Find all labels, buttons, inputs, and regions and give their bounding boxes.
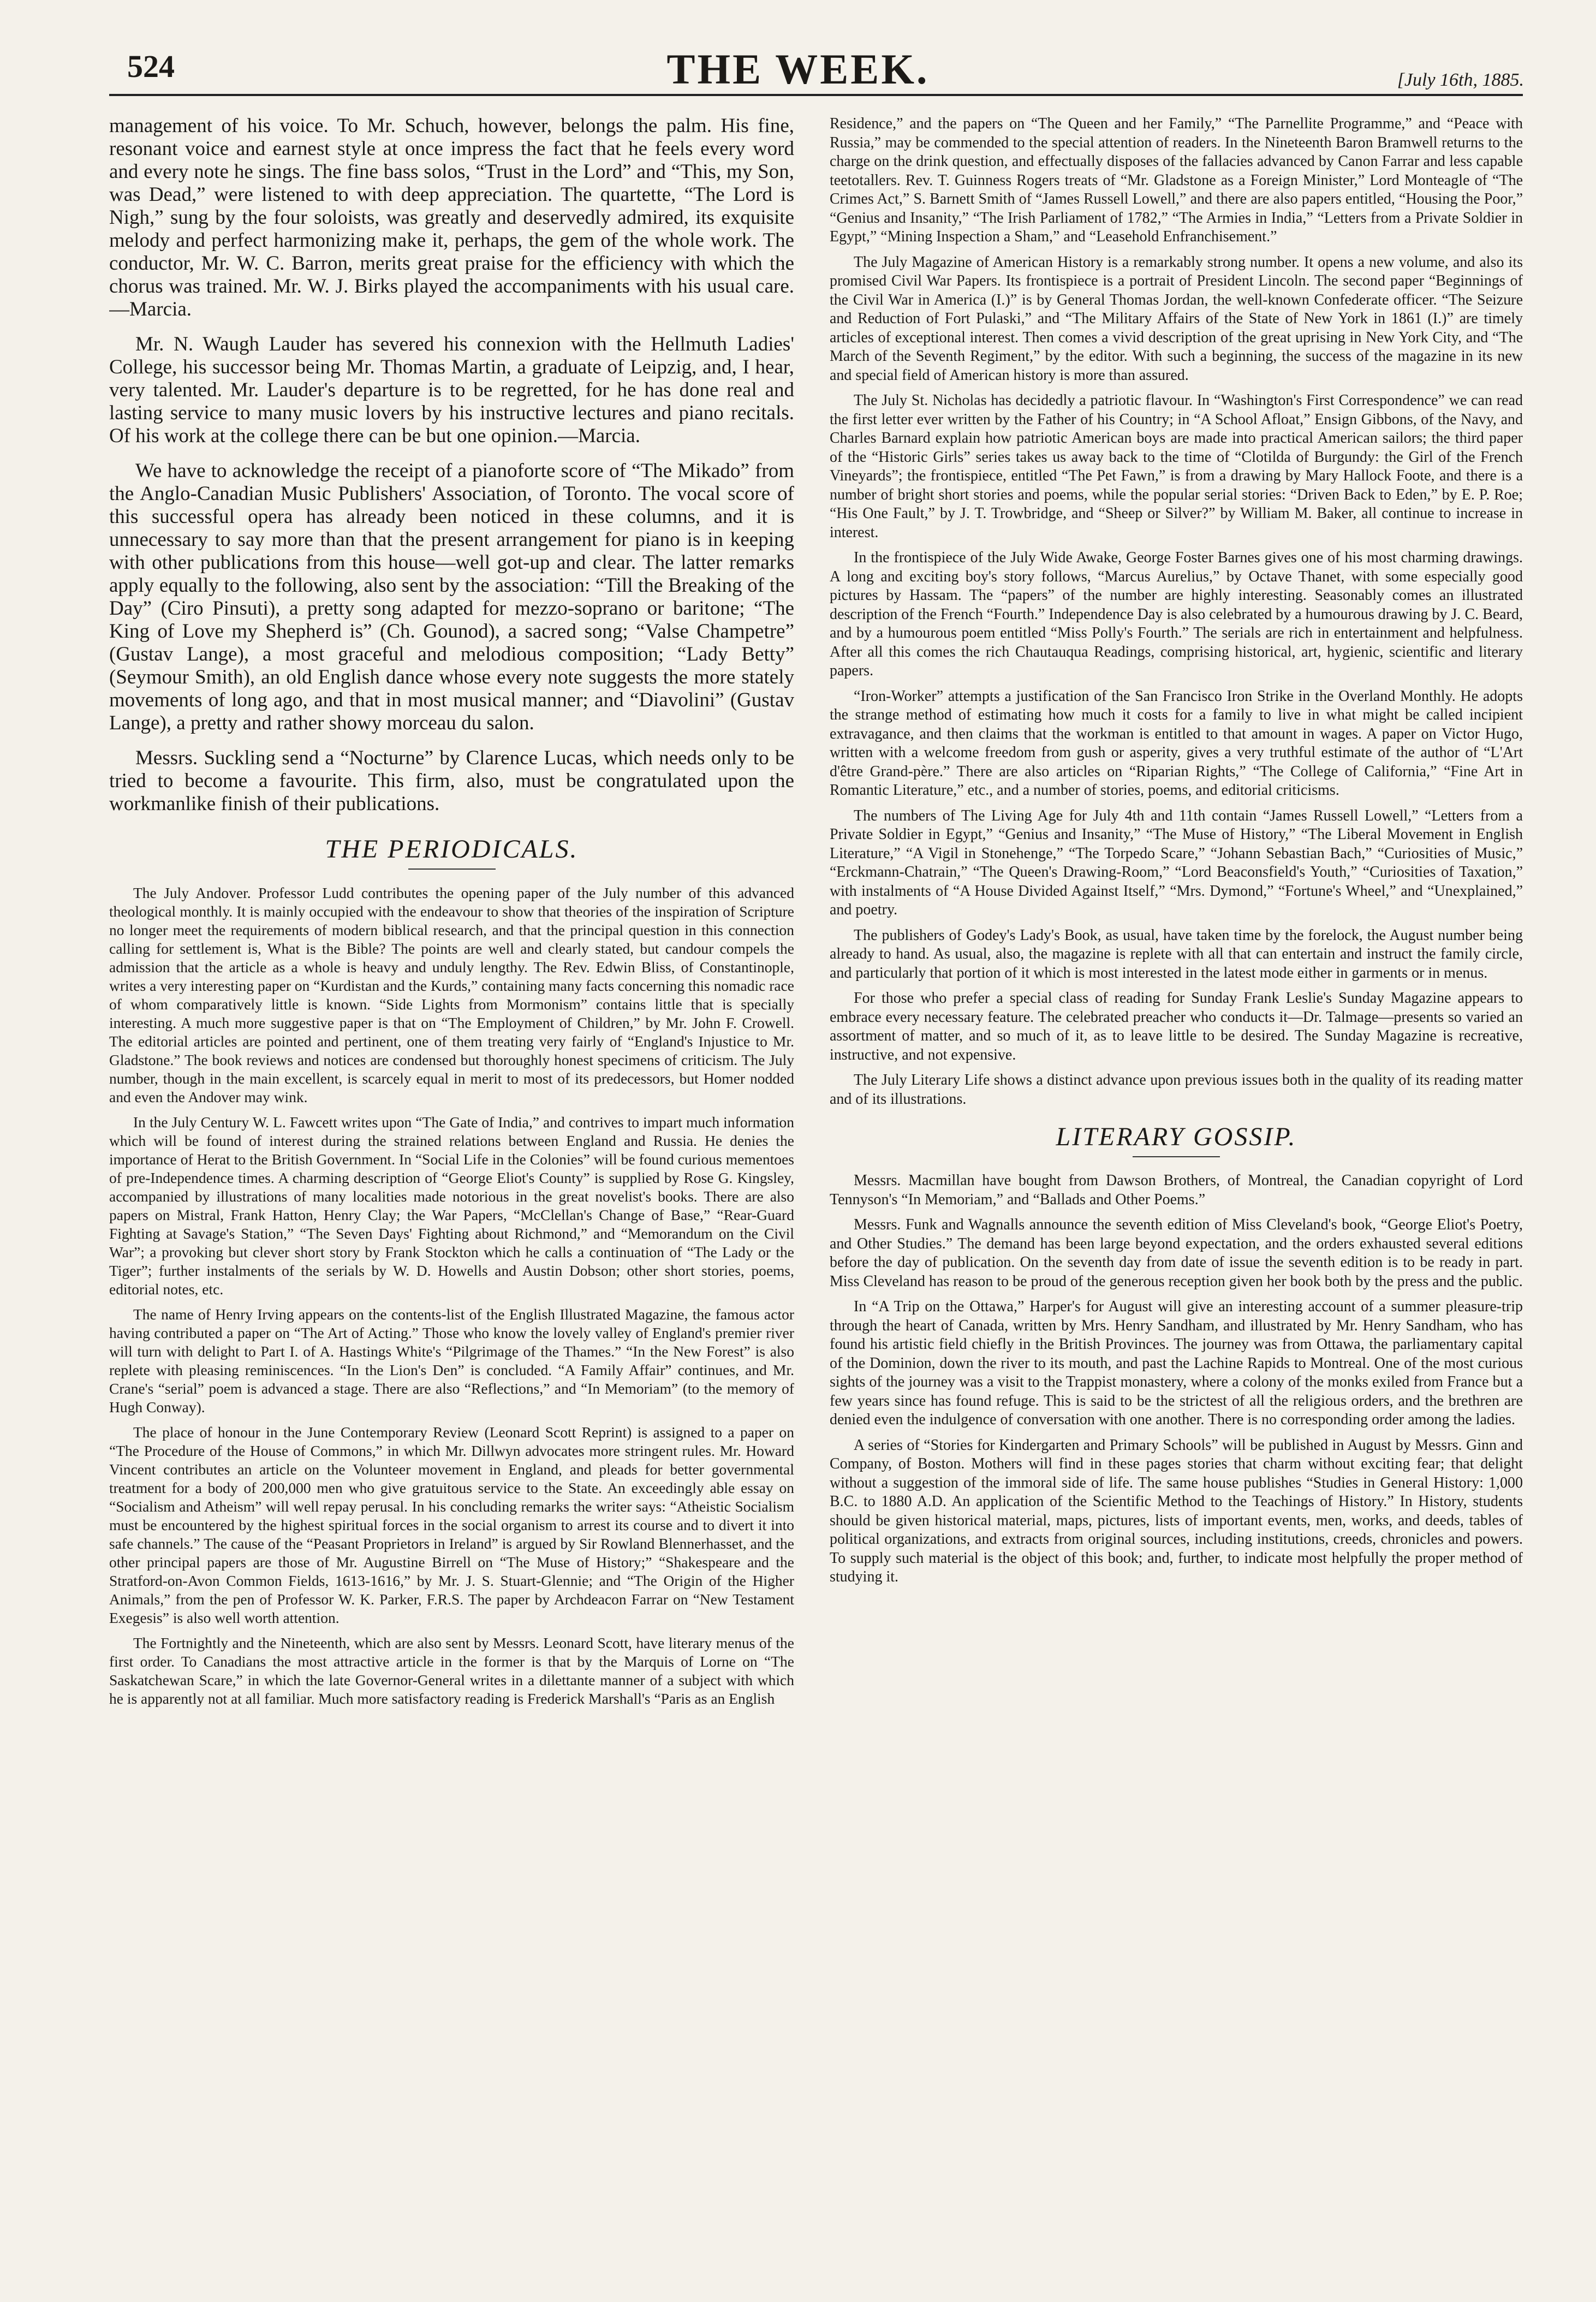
gossip-paragraph: Messrs. Macmillan have bought from Dawson Brothers, of Montreal, the Canadian copyright of Lord Tennyson's “In Memoriam,” and “Ballads and Other Poems.” bbox=[830, 1172, 1523, 1208]
periodical-paragraph: For those who prefer a special class of reading for Sunday Frank Leslie's Sunday Magazine appears to embrace every necessary feature. The celebrated preacher who conducts it—Dr. Talmage—presents so varied an assortment of matter, and so much of it, as to leave little to be desired. The Sunday Magazine is recreative, instructive, and not expensive. bbox=[830, 990, 1523, 1063]
gossip-paragraph: A series of “Stories for Kindergarten and Primary Schools” will be published in August by Messrs. Ginn and Company, of Boston. Mothers will find in these pages stories that charm without exciting fear; that delight without a suggestion of the immoral side of life. The same house publishes “Studies in General History: 1,000 B.C. to 1880 A.D. An application of the Scientific Method to the Teachings of History.” In History, students should be given historical material, maps, pictures, lists of important events, men, works, and deeds, tables of political organizations, and extracts from original sources, including institutions, creeds, chronicles and powers. To supply such material is the object of this book; and, further, to indicate most helpfully the proper method of studying it. bbox=[830, 1436, 1523, 1585]
music-review-paragraph: management of his voice. To Mr. Schuch, however, belongs the palm. His fine, resonant voice and earnest style at once impress the fact that he feels every word and every note he sings. The fine bass solos, “Trust in the Lord” and “This, my Son, was Dead,” were listened to with deep appreciation. The quartette, “The Lord is Nigh,” sung by the four soloists, was greatly and deservedly admired, its exquisite melody and perfect harmonizing make it, perhaps, the gem of the whole work. The conductor, Mr. W. C. Barron, merits great praise for the efficiency with which the chorus was trained. Mr. W. J. Birks played the accompaniments with his usual care.—Marcia. bbox=[109, 115, 794, 320]
periodical-paragraph: In the July Century W. L. Fawcett writes upon “The Gate of India,” and contrives to impart much information which will be found of interest during the strained relations between England and Russia. He denies the importance of Herat to the British Government. In “Social Life in the Colonies” will be found curious mementoes of pre-Independence times. A charming description of “George Eliot's County” is supplied by Rose G. Kingsley, accompanied by illustrations of many localities made notorious in the great novelist's books. There are also papers on Mistral, Frank Hatton, Henry Clay; the War Papers, “McClellan's Change of Base,” “Rear-Guard Fighting at Savage's Station,” “The Seven Days' Fighting about Richmond,” and “Memorandum on the Civil War”; a provoking but clever short story by Frank Stockton which he calls a continuation of “The Lady or the Tiger”; further instalments of the serials by W. D. Howells and Austin Dobson; other short stories, poems, editorial notes, etc. bbox=[109, 1114, 794, 1298]
gossip-paragraph: Messrs. Funk and Wagnalls announce the seventh edition of Miss Cleveland's book, “George Eliot's Poetry, and Other Studies.” The demand has been large beyond expectation, and the orders exhausted several editions before the day of publication. On the seventh day from date of issue the seventh edition is to be ready in part. Miss Cleveland has reason to be proud of the generous reception given her book both by the press and the public. bbox=[830, 1216, 1523, 1290]
section-heading-periodicals: THE PERIODICALS. bbox=[325, 835, 579, 864]
periodical-paragraph: The publishers of Godey's Lady's Book, as usual, have taken time by the forelock, the August number being already to hand. As usual, also, the magazine is replete with all that can entertain and instruct the family circle, and particularly that portion of it which is most interested in the latest mode either in garments or in menus. bbox=[830, 926, 1523, 982]
page-header bbox=[0, 45, 1596, 108]
periodical-paragraph: The Fortnightly and the Nineteenth, which are also sent by Messrs. Leonard Scott, have literary menus of the first order. To Canadians the most attractive article in the former is that by the Marquis of Lorne on “The Saskatchewan Scare,” in which the late Governor-General writes in a dilettante manner of a subject with which he is apparently not at all familiar. Much more satisfactory reading is Frederick Marshall's “Paris as an English bbox=[109, 1634, 794, 1707]
periodical-paragraph: The name of Henry Irving appears on the contents-list of the English Illustrated Magazine, the famous actor having contributed a paper on “The Art of Acting.” Those who know the lovely valley of England's premier river will turn with delight to Part I. of A. Hastings White's “Pilgrimage of the Thames.” “In the New Forest” is also replete with pleasing reminiscences. “In the Lion's Den” is concluded. “A Family Affair” continues, and Mr. Crane's “serial” poem is advanced a stage. There are also “Reflections,” and “In Memoriam” (to the memory of Hugh Conway). bbox=[109, 1306, 794, 1415]
periodical-paragraph: The July Andover. Professor Ludd contributes the opening paper of the July number of this advanced theological monthly. It is mainly occupied with the endeavour to show that theories of the inspiration of Scripture no longer meet the requirements of modern biblical research, and that the principal question in this connection calling for settlement is, What is the Bible? The points are well and clearly stated, but candour compels the admission that the article as a whole is heavy and unduly lengthy. The Rev. Edwin Bliss, of Constantinople, writes a very interesting paper on “Kurdistan and the Kurds,” containing many facts concerning this nomadic race of whom comparatively little is known. “Side Lights from Mormonism” contains little that is specially interesting. A much more suggestive paper is that on “The Employment of Children,” by Mr. John F. Crowell. The editorial articles are pointed and pertinent, one of them treating very fairly of “England's Injustice to Mr. Gladstone.” The book reviews and notices are condensed but thoroughly honest specimens of criticism. The July number, though in the main excellent, is scarcely equal in merit to most of its predecessors, but Homer nodded and even the Andover may wink. bbox=[109, 884, 794, 1105]
page-number: 524 bbox=[127, 49, 175, 84]
issue-date: [July 16th, 1885. bbox=[1397, 70, 1524, 90]
periodical-paragraph: The July St. Nicholas has decidedly a patriotic flavour. In “Washington's First Correspondence” we can read the first letter ever written by the Father of his Country; in “A School Afloat,” Ensign Gibbons, of the Navy, and Charles Barnard explain how patriotic American boys are made into practical American sailors; the third paper of the “Historic Girls” series takes us away back to the time of “Clotilda of Burgundy: the Girl of the French Vineyards”; the frontispiece, entitled “The Pet Fawn,” is from a drawing by Mary Hallock Foote, and there is a number of bright short stories and poems, while the popular serial stories: “Driven Back to Eden,” by E. P. Roe; “His One Fault,” by J. T. Trowbridge, and “Sheep or Silver?” by William M. Baker, all continue to increase in interest. bbox=[830, 392, 1523, 541]
gossip-paragraph: In “A Trip on the Ottawa,” Harper's for August will give an interesting account of a summer pleasure-trip through the heart of Canada, written by Mrs. Henry Sandham, and illustrated by Mr. Henry Sandham, who has found his artistic field chiefly in the British Provinces. The journey was from Ottawa, the parliamentary capital of the Dominion, down the river to its mouth, and past the Lachine Rapids to Montreal. One of the most curious sights of the journey was a visit to the Trappist monastery, where a colony of the monks exiled from France but a few years since has found refuge. This is said to be the strictest of all the religious orders, and the brethren are denied even the indulgence of conversation with one another. There is no corresponding order among the ladies. bbox=[830, 1298, 1523, 1428]
periodical-paragraph: Residence,” and the papers on “The Queen and her Family,” “The Parnellite Programme,” and “Peace with Russia,” may be commended to the special attention of readers. In the Nineteenth Baron Bramwell returns to the charge on the drink question, and effectually disposes of the fallacies advanced by Canon Farrar and less capable teetotallers. Rev. T. Guinness Rogers treats of “Mr. Gladstone as a Foreign Minister,” Lord Monteagle of “The Crimes Act,” S. Barnett Smith of “James Russell Lowell,” and there are also papers entitled, “Housing the Poor,” “Genius and Insanity,” “The Irish Parliament of 1782,” “The Armies in India,” “Letters from a Private Soldier in Egypt,” “Mining Inspection a Sham,” and “Leasehold Enfranchisement.” bbox=[830, 115, 1523, 245]
left-column bbox=[109, 115, 794, 2276]
music-notice-paragraph: We have to acknowledge the receipt of a pianoforte score of “The Mikado” from the Anglo-Canadian Music Publishers' Association, of Toronto. The vocal score of this successful opera has already been noticed in these columns, and it is unnecessary to say more than that the present arrangement for piano is in keeping with other publications from this house—well got-up and clear. The latter remarks apply equally to the following, also sent by the association: “Till the Breaking of the Day” (Ciro Pinsuti), a pretty song adapted for mezzo-soprano or baritone; “The King of Love my Shepherd is” (Ch. Gounod), a sacred song; “Valse Champetre” (Gustav Lange), a most graceful and melodious composition; “Lady Betty” (Seymour Smith), an old English dance whose every note suggests the more stately movements of long ago, and that in most musical manner; and “Diavolini” (Gustav Lange), a pretty and rather showy morceau du salon. bbox=[109, 460, 794, 734]
periodical-paragraph: The July Magazine of American History is a remarkably strong number. It opens a new volume, and also its promised Civil War Papers. Its frontispiece is a portrait of President Lincoln. The second paper “Beginnings of the Civil War in America (I.)” is by General Thomas Jordan, the well-known Confederate officer. “The Seizure and Reduction of Fort Pulaski,” and “The Military Affairs of the State of New York in 1861 (I.)” are timely articles of exceptional interest. Then comes a vivid description of the great uprising in New York City, and “The March of the Seventh Regiment,” by the editor. With such a beginning, the success of the magazine in its new and special field of American history is more than assured. bbox=[830, 253, 1523, 384]
periodical-paragraph: The place of honour in the June Contemporary Review (Leonard Scott Reprint) is assigned to a paper on “The Procedure of the House of Commons,” in which Mr. Dillwyn advocates more stringent rules. Mr. Howard Vincent contributes an article on the Volunteer movement in England, and pleads for better governmental treatment for a body of 200,000 men who give gratuitous service to the State. An exceedingly able essay on “Socialism and Atheism” will well repay perusal. In his concluding remarks the writer says: “Atheistic Socialism must be encountered by the highest spiritual forces in the social organism to arrest its course and to divert it into safe channels.” The cause of the “Peasant Proprietors in Ireland” is argued by Sir Rowland Blennerhasset, and the other principal papers are those of Mr. Augustine Birrell on “The Muse of History;” “Shakespeare and the Stratford-on-Avon Common Fields, 1613-1616,” by Mr. J. S. Stuart-Glennie; and “The Origin of the Higher Animals,” from the pen of Professor W. K. Parker, F.R.S. The paper by Archdeacon Farrar on “New Testament Exegesis” is also well worth attention. bbox=[109, 1424, 794, 1626]
header-rule bbox=[109, 94, 1523, 96]
section-rule bbox=[1133, 1156, 1220, 1157]
periodical-paragraph: The July Literary Life shows a distinct advance upon previous issues both in the quality of its reading matter and of its illustrations. bbox=[830, 1072, 1523, 1108]
section-rule bbox=[408, 869, 496, 870]
section-heading-literary-gossip: LITERARY GOSSIP. bbox=[1056, 1122, 1297, 1151]
masthead-title: THE WEEK. bbox=[666, 45, 930, 93]
music-notice-paragraph: Messrs. Suckling send a “Nocturne” by Clarence Lucas, which needs only to be tried to become a favourite. This firm, also, must be congratulated upon the workmanlike finish of their publications. bbox=[109, 747, 794, 815]
right-column bbox=[830, 115, 1523, 2276]
periodical-paragraph: The numbers of The Living Age for July 4th and 11th contain “James Russell Lowell,” “Letters from a Private Soldier in Egypt,” “Genius and Insanity,” “The Muse of History,” “The Liberal Movement in English Literature,” “A Vigil in Stonehenge,” “The Torpedo Scare,” “Johann Sebastian Bach,” “Curiosities of Music,” “Erckmann-Chatrain,” “The Queen's Drawing-Room,” “Lord Beaconsfield's Youth,” “Curiosities of Taxation,” with instalments of “A House Divided Against Itself,” “Mrs. Dymond,” “Fortune's Wheel,” and “Unexplained,” and poetry. bbox=[830, 807, 1523, 918]
periodical-paragraph: In the frontispiece of the July Wide Awake, George Foster Barnes gives one of his most charming drawings. A long and exciting boy's story follows, “Marcus Aurelius,” by Octave Thanet, with some especially good pictures by Hassam. The “papers” of the number are highly interesting. Seasonably comes an illustrated description of the French “Fourth.” Independence Day is also celebrated by a humourous drawing by J. C. Beard, and by a humourous poem entitled “Miss Polly's Fourth.” The serials are rich in entertainment and helpfulness. After all this comes the rich Chautauqua Readings, comprising historical, art, hygienic, scientific and literary papers. bbox=[830, 549, 1523, 679]
periodical-paragraph: “Iron-Worker” attempts a justification of the San Francisco Iron Strike in the Overland Monthly. He adopts the strange method of estimating how much it costs for a family to live in what might be called incipient extravagance, and then claims that the workman is entitled to that amount in wages. A paper on Victor Hugo, written with a welcome freedom from gush or asperity, gives a very truthful estimate of the author of “L'Art d'être Grand-père.” There are also articles on “Riparian Rights,” “The College of California,” “Fine Art in Romantic Literature,” etc., and a number of stories, poems, and editorial criticisms. bbox=[830, 687, 1523, 799]
music-notice-paragraph: Mr. N. Waugh Lauder has severed his connexion with the Hellmuth Ladies' College, his successor being Mr. Thomas Martin, a graduate of Leipzig, and, I hear, very talented. Mr. Lauder's departure is to be regretted, for he has done real and lasting service to many music lovers by his instructive lectures and piano recitals. Of his work at the college there can be but one opinion.—Marcia. bbox=[109, 333, 794, 447]
